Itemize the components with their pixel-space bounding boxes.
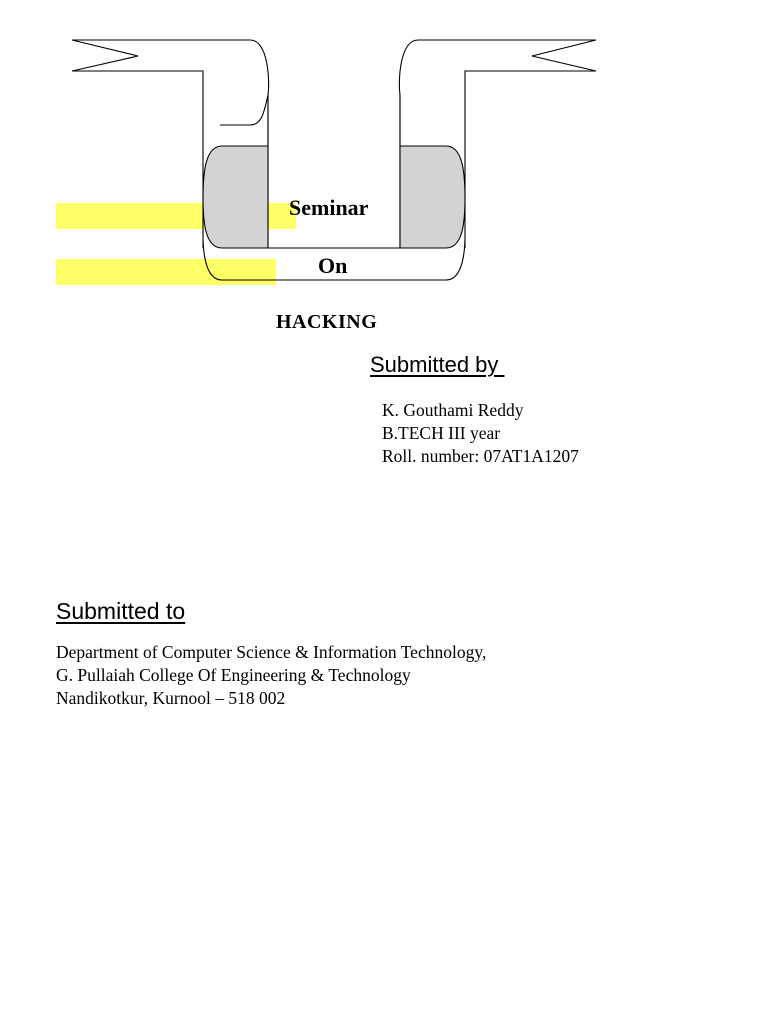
- left-roll-shade: [203, 146, 268, 248]
- address-line: Nandikotkur, Kurnool – 518 002: [56, 688, 286, 708]
- topic-title: HACKING: [276, 311, 378, 333]
- submitted-to-heading: Submitted to: [56, 598, 186, 624]
- college-line: G. Pullaiah College Of Engineering & Technology: [56, 665, 411, 685]
- submitted-by-details: [382, 399, 579, 468]
- student-name: K. Gouthami Reddy: [382, 400, 524, 420]
- student-roll-number: Roll. number: 07AT1A1207: [382, 446, 579, 466]
- banner-title-seminar: Seminar: [289, 195, 369, 220]
- banner-title-on: On: [318, 253, 348, 278]
- right-roll-shade: [400, 146, 465, 248]
- submitted-by-heading: Submitted by: [370, 352, 505, 377]
- scroll-banner-graphic: [0, 0, 768, 300]
- department-line: Department of Computer Science & Information Technology,: [56, 642, 487, 662]
- submitted-to-details: [56, 641, 486, 710]
- student-year: B.TECH III year: [382, 423, 501, 443]
